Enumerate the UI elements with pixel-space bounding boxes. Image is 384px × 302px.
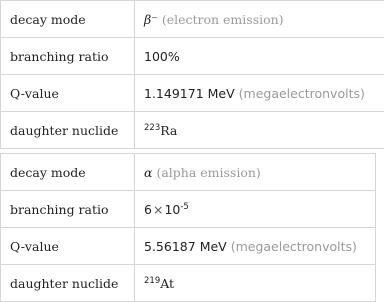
q-value-label: Q-value [1, 228, 135, 265]
branching-ratio-value: 100% [135, 38, 384, 75]
daughter-mass-number: 223 [144, 123, 160, 133]
q-value-number: 1.149171 [144, 86, 204, 101]
ratio-mantissa: 6 [144, 202, 152, 217]
decay-mode-label: decay mode [1, 1, 135, 38]
decay-table-alpha [0, 153, 376, 302]
decay-mode-symbol: β⁻ [144, 12, 158, 27]
table-row [1, 1, 384, 38]
table-row [1, 38, 384, 75]
q-value-label: Q-value [1, 75, 135, 112]
times-sign: × [152, 202, 164, 217]
table-row [1, 154, 376, 191]
ratio-exponent: -5 [180, 202, 188, 212]
q-value-number: 5.56187 [144, 239, 196, 254]
decay-mode-description: (alpha emission) [156, 165, 260, 180]
branching-ratio-label: branching ratio [1, 38, 135, 75]
branching-ratio-value [135, 191, 376, 228]
table-row [1, 228, 376, 265]
table-row [1, 265, 376, 302]
q-value-unit: MeV [208, 86, 235, 101]
q-value [135, 228, 376, 265]
daughter-element-symbol: Ra [160, 123, 177, 138]
daughter-nuclide-label: daughter nuclide [1, 112, 135, 149]
daughter-mass-number: 219 [144, 276, 160, 286]
table-row [1, 75, 384, 112]
q-value-unit: MeV [200, 239, 227, 254]
table-row [1, 191, 376, 228]
daughter-nuclide-label: daughter nuclide [1, 265, 135, 302]
daughter-nuclide-value [135, 112, 384, 149]
decay-table-beta [0, 0, 384, 149]
daughter-nuclide-value [135, 265, 376, 302]
q-value-unit-description: (megaelectronvolts) [239, 86, 365, 101]
ratio-base: 10 [164, 202, 180, 217]
decay-mode-symbol: α [144, 165, 152, 180]
q-value [135, 75, 384, 112]
daughter-element-symbol: At [160, 276, 174, 291]
decay-mode-value [135, 1, 384, 38]
decay-mode-label: decay mode [1, 154, 135, 191]
branching-ratio-label: branching ratio [1, 191, 135, 228]
q-value-unit-description: (megaelectronvolts) [231, 239, 357, 254]
decay-mode-value [135, 154, 376, 191]
decay-mode-description: (electron emission) [162, 12, 284, 27]
table-row [1, 112, 384, 149]
